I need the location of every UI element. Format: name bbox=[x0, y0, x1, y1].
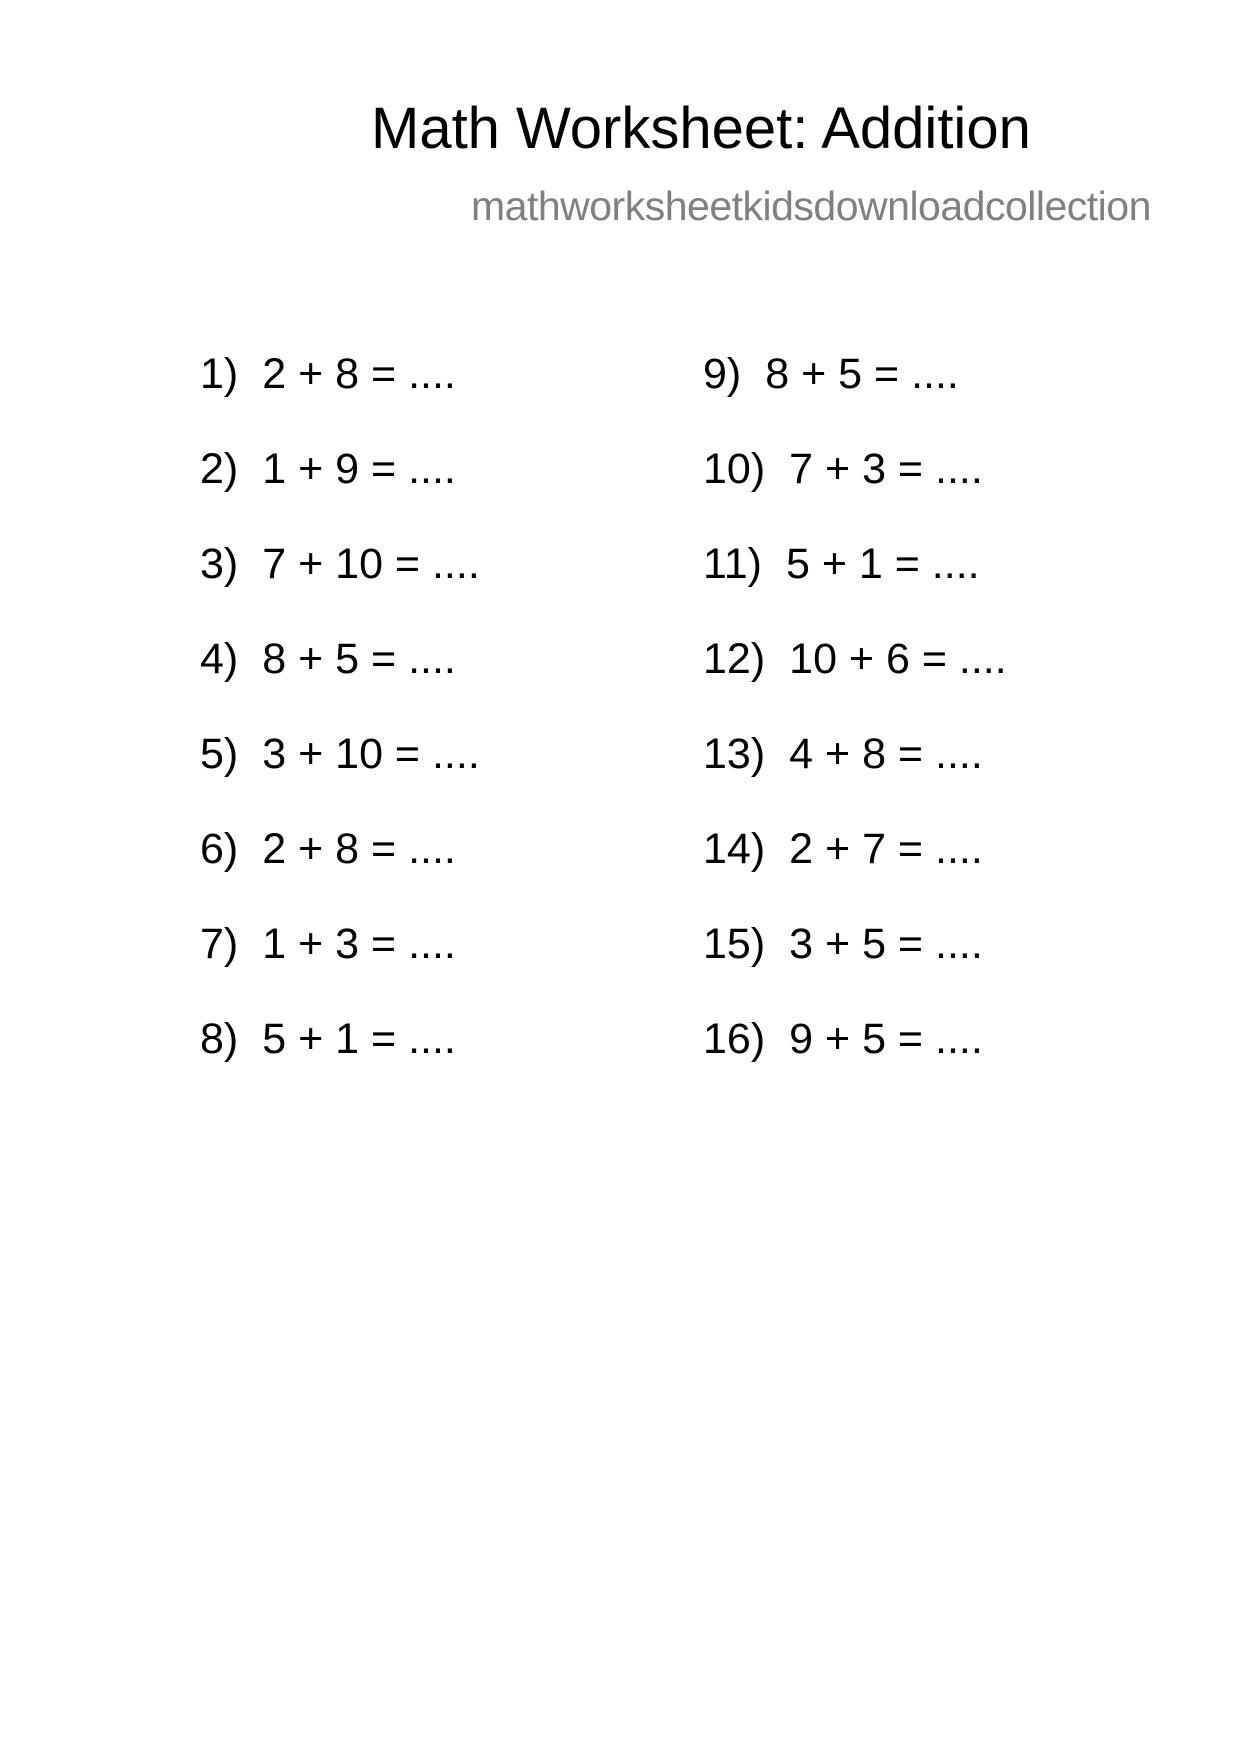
problem-item bbox=[200, 536, 480, 631]
problem-number: 14) bbox=[703, 825, 766, 873]
problems-left-column bbox=[200, 346, 480, 1106]
worksheet-title: Math Worksheet: Addition bbox=[371, 96, 1031, 161]
problems-right-column bbox=[703, 346, 1007, 1106]
problem-expression: 4 + 8 = .... bbox=[789, 730, 983, 778]
problem-expression: 2 + 8 = .... bbox=[262, 350, 456, 398]
problem-item bbox=[703, 536, 1007, 631]
problem-expression: 1 + 3 = .... bbox=[262, 920, 456, 968]
problem-item bbox=[703, 346, 1007, 441]
problem-number: 5) bbox=[200, 730, 239, 778]
problem-expression: 5 + 1 = .... bbox=[785, 540, 980, 588]
problem-number: 4) bbox=[200, 635, 239, 683]
problem-expression: 2 + 8 = .... bbox=[262, 825, 456, 873]
problem-number: 9) bbox=[703, 350, 742, 398]
problem-item bbox=[703, 631, 1007, 726]
problem-item bbox=[703, 916, 1007, 1011]
problem-number: 7) bbox=[200, 920, 239, 968]
worksheet-subtitle: mathworksheetkidsdownloadcollection bbox=[471, 183, 1151, 229]
problem-number: 3) bbox=[200, 540, 239, 588]
problem-expression: 10 + 6 = .... bbox=[789, 635, 1007, 683]
problem-item bbox=[703, 1011, 1007, 1106]
problem-expression: 1 + 9 = .... bbox=[262, 445, 456, 493]
problem-item bbox=[200, 346, 480, 441]
problem-item bbox=[703, 821, 1007, 916]
problem-expression: 8 + 5 = .... bbox=[262, 635, 456, 683]
problem-item bbox=[200, 441, 480, 536]
problem-item bbox=[200, 916, 480, 1011]
problem-expression: 8 + 5 = .... bbox=[765, 350, 959, 398]
problem-item bbox=[200, 726, 480, 821]
problem-expression: 3 + 5 = .... bbox=[789, 920, 983, 968]
problem-number: 15) bbox=[703, 920, 766, 968]
problem-number: 8) bbox=[200, 1015, 239, 1063]
problem-expression: 9 + 5 = .... bbox=[789, 1015, 983, 1063]
problem-number: 2) bbox=[200, 445, 239, 493]
problem-item bbox=[200, 821, 480, 916]
problem-item bbox=[703, 726, 1007, 821]
problem-number: 10) bbox=[703, 445, 766, 493]
problem-expression: 7 + 3 = .... bbox=[789, 445, 983, 493]
problem-item bbox=[200, 631, 480, 726]
problem-expression: 2 + 7 = .... bbox=[789, 825, 983, 873]
problem-number: 13) bbox=[703, 730, 766, 778]
problem-expression: 5 + 1 = .... bbox=[262, 1015, 456, 1063]
problem-number: 12) bbox=[703, 635, 766, 683]
problem-number: 11) bbox=[703, 540, 762, 588]
problem-expression: 3 + 10 = .... bbox=[262, 730, 480, 778]
problem-number: 1) bbox=[200, 350, 239, 398]
problem-number: 16) bbox=[703, 1015, 766, 1063]
problem-item bbox=[703, 441, 1007, 536]
problem-item bbox=[200, 1011, 480, 1106]
problem-number: 6) bbox=[200, 825, 239, 873]
problem-expression: 7 + 10 = .... bbox=[262, 540, 480, 588]
